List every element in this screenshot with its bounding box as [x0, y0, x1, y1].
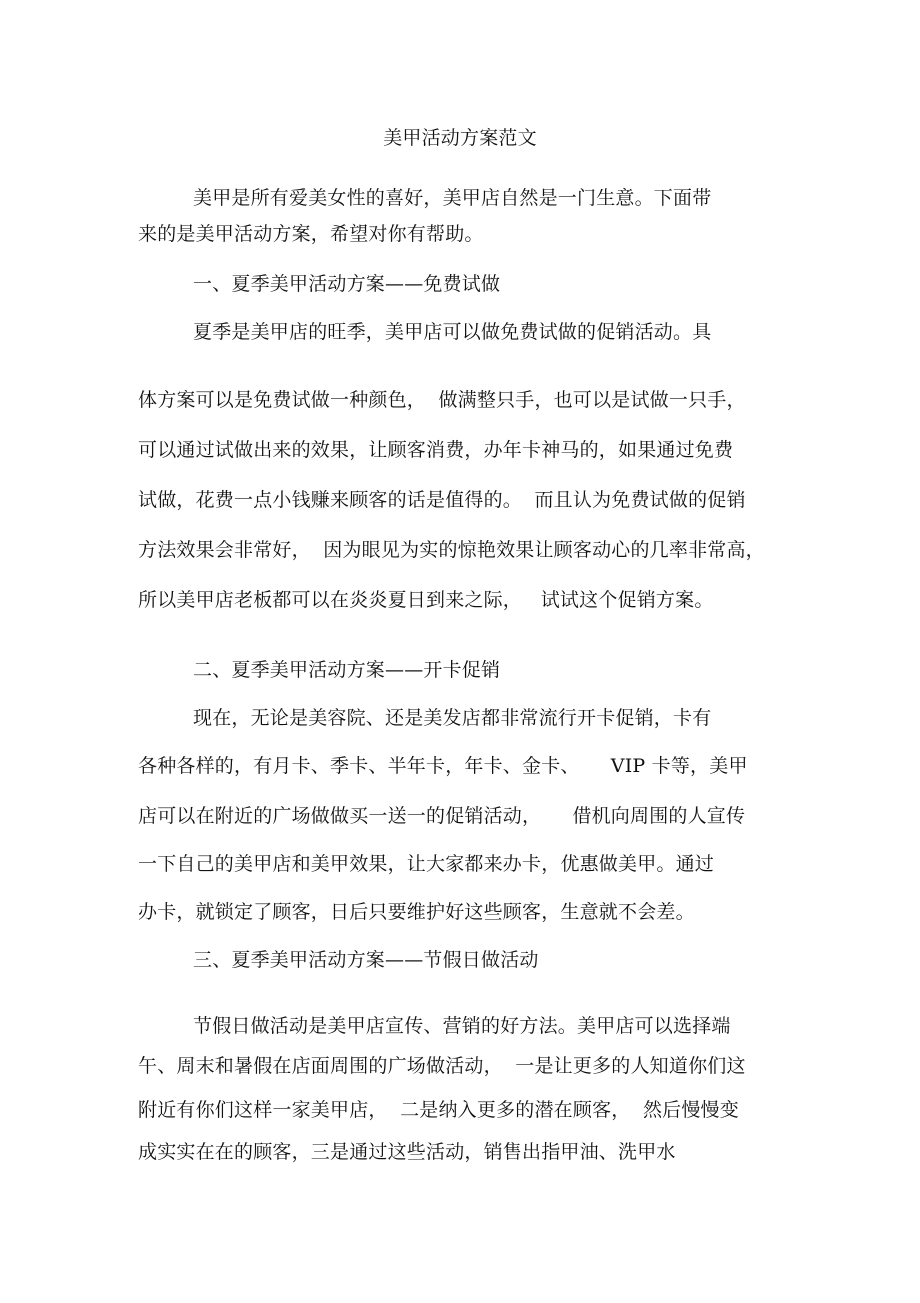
paragraph-line: 成实实在在的顾客，三是通过这些活动，销售出指甲油、洗甲水: [138, 1141, 676, 1163]
paragraph-line: 附近有你们这样一家美甲店， 二是纳入更多的潜在顾客， 然后慢慢变: [138, 1099, 739, 1121]
paragraph-line: 午、周末和暑假在店面周围的广场做活动， 一是让更多的人知道你们这: [138, 1055, 746, 1077]
paragraph-line: 可以通过试做出来的效果，让顾客消费，办年卡神马的，如果通过免费: [138, 439, 734, 461]
paragraph-line: 办卡，就锁定了顾客，日后只要维护好这些顾客，生意就不会差。: [138, 901, 695, 923]
paragraph-line: 店可以在附近的广场做做买一送一的促销活动， 借机向周围的人宣传: [138, 805, 746, 827]
paragraph-line: 试做，花费一点小钱赚来顾客的话是值得的。 而且认为免费试做的促销: [138, 489, 746, 511]
intro-line: 来的是美甲活动方案，希望对你有帮助。: [138, 223, 484, 245]
paragraph-line: 体方案可以是免费试做一种颜色， 做满整只手，也可以是试做一只手，: [138, 389, 746, 411]
paragraph-line: 现在，无论是美容院、还是美发店都非常流行开卡促销，卡有: [193, 707, 712, 729]
paragraph-line: 夏季是美甲店的旺季，美甲店可以做免费试做的促销活动。具: [193, 321, 712, 343]
paragraph-line: 方法效果会非常好， 因为眼见为实的惊艳效果让顾客动心的几率非常高，: [138, 539, 765, 561]
section-heading-3: 三、夏季美甲活动方案——节假日做活动: [193, 949, 539, 971]
paragraph-line: 节假日做活动是美甲店宣传、营销的好方法。美甲店可以选择端: [193, 1015, 731, 1037]
section-heading-2: 二、夏季美甲活动方案——开卡促销: [193, 659, 501, 681]
paragraph-line: 所以美甲店老板都可以在炎炎夏日到来之际， 试试这个促销方案。: [138, 589, 714, 611]
paragraph-line: 一下自己的美甲店和美甲效果，让大家都来办卡，优惠做美甲。通过: [138, 853, 715, 875]
page-title: 美甲活动方案范文: [383, 127, 537, 149]
paragraph-line: 各种各样的，有月卡、季卡、半年卡，年卡、金卡、 VIP 卡等，美甲: [138, 755, 748, 777]
intro-line: 美甲是所有爱美女性的喜好，美甲店自然是一门生意。下面带: [193, 187, 712, 209]
section-heading-1: 一、夏季美甲活动方案——免费试做: [193, 273, 501, 295]
